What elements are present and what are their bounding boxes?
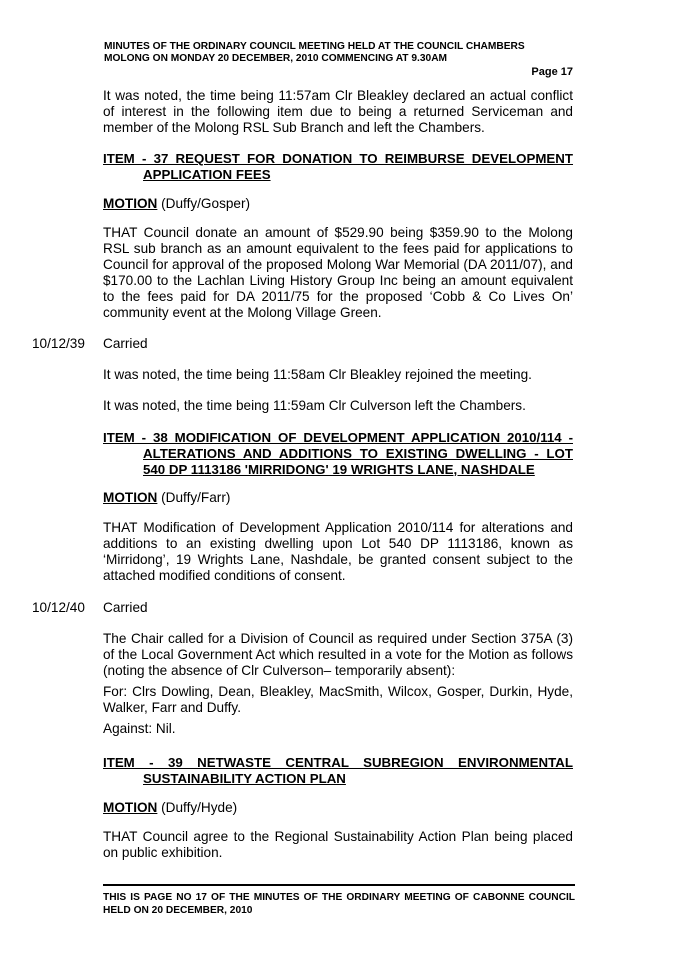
conflict-note: It was noted, the time being 11:57am Clr Bleakley declared an actual conflict of interest in the following item due to being a returned Serviceman and member of the Molong RSL Sub Branch and left the Chambers. bbox=[103, 88, 573, 135]
footer-text: THIS IS PAGE NO 17 OF THE MINUTES OF THE ORDINARY MEETING OF CABONNE COUNCIL HELD ON 20 DECEMBER, 2010 bbox=[103, 892, 575, 916]
header-line-2: MOLONG ON MONDAY 20 DECEMBER, 2010 COMMENCING AT 9.30AM bbox=[104, 53, 448, 64]
rejoin-note: It was noted, the time being 11:58am Clr Bleakley rejoined the meeting. bbox=[103, 367, 532, 382]
motion-movers: (Duffy/Hyde) bbox=[157, 800, 238, 815]
vote-against: Against: Nil. bbox=[103, 721, 176, 736]
motion-label: MOTION bbox=[103, 800, 158, 815]
resolution-number-40: 10/12/40 bbox=[32, 600, 85, 615]
item-38-title-line-3: 540 DP 1113186 'MIRRIDONG' 19 WRIGHTS LANE, NASHDALE bbox=[143, 462, 535, 477]
item-39-title-line-1: ITEM - 39 NETWASTE CENTRAL SUBREGION ENVIRONMENTAL bbox=[103, 755, 573, 770]
item-37-motion-text: THAT Council donate an amount of $529.90 being $359.90 to the Molong RSL sub branch as an amount equivalent to the fees paid for applications to Council for approval of the proposed Molong War Memorial (DA 2011/07), and $170.00 to the Lachlan Living History Group Inc being an amount equivalent to the fees paid for DA 2011/75 for the proposed ‘Cobb & Co Lives On’ community event at the Molong Village Green. bbox=[103, 225, 573, 320]
item-38-motion-text: THAT Modification of Development Application 2010/114 for alterations and additions to an existing dwelling upon Lot 540 DP 1113186, known as ‘Mirridong’, 19 Wrights Lane, Nashdale, be granted consent subject to the attached modified conditions of consent. bbox=[103, 520, 573, 583]
left-chambers-note: It was noted, the time being 11:59am Clr Culverson left the Chambers. bbox=[103, 398, 526, 413]
item-37-title-line-2: APPLICATION FEES bbox=[143, 167, 271, 182]
motion-movers: (Duffy/Farr) bbox=[157, 490, 231, 505]
item-38-motion-heading bbox=[103, 490, 573, 506]
item-39-motion-heading bbox=[103, 800, 573, 816]
item-39-title-line-2: SUSTAINABILITY ACTION PLAN bbox=[143, 771, 346, 786]
motion-movers: (Duffy/Gosper) bbox=[157, 196, 251, 211]
item-38-title-line-1: ITEM - 38 MODIFICATION OF DEVELOPMENT APPLICATION 2010/114 - bbox=[103, 430, 573, 445]
division-text: The Chair called for a Division of Council as required under Section 375A (3) of the Local Government Act which resulted in a vote for the Motion as follows (noting the absence of Clr Culverson– temporarily absent): bbox=[103, 631, 573, 678]
resolution-number-39: 10/12/39 bbox=[32, 336, 85, 351]
vote-for: For: Clrs Dowling, Dean, Bleakley, MacSmith, Wilcox, Gosper, Durkin, Hyde, Walker, Farr and Duffy. bbox=[103, 684, 573, 715]
item-38-result: Carried bbox=[103, 600, 148, 615]
item-37-title bbox=[103, 151, 573, 183]
header-line-1: MINUTES OF THE ORDINARY COUNCIL MEETING HELD AT THE COUNCIL CHAMBERS bbox=[104, 41, 525, 52]
item-38-title bbox=[103, 430, 573, 478]
item-39-motion-text: THAT Council agree to the Regional Sustainability Action Plan being placed on public exhibition. bbox=[103, 829, 573, 860]
item-37-motion-heading bbox=[103, 196, 573, 212]
motion-label: MOTION bbox=[103, 196, 158, 211]
page-number: Page 17 bbox=[531, 66, 573, 78]
footer-divider bbox=[103, 884, 575, 886]
item-37-title-line-1: ITEM - 37 REQUEST FOR DONATION TO REIMBURSE DEVELOPMENT bbox=[103, 151, 573, 166]
item-39-title bbox=[103, 755, 573, 787]
item-38-title-line-2: ALTERATIONS AND ADDITIONS TO EXISTING DWELLING - LOT bbox=[143, 446, 573, 461]
motion-label: MOTION bbox=[103, 490, 158, 505]
item-37-result: Carried bbox=[103, 336, 148, 351]
